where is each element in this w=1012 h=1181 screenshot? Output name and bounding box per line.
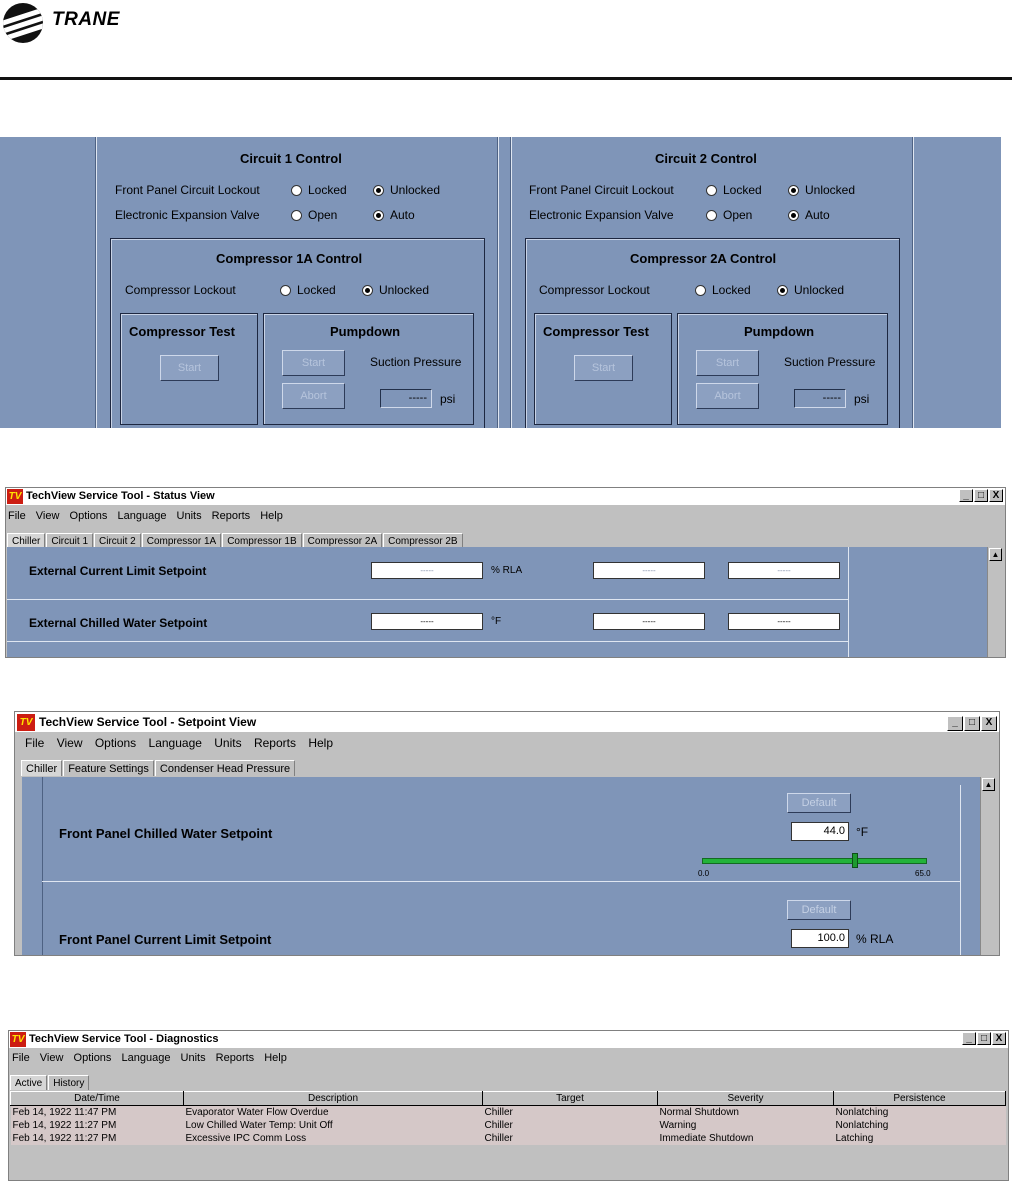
header-divider — [0, 77, 1012, 80]
setpoint-view-window — [14, 711, 1000, 956]
suction-pressure-label: Suction Pressure — [370, 355, 462, 369]
title-bar — [6, 488, 1005, 505]
psi-unit: psi — [440, 392, 456, 406]
pumpdown-1a-start-button[interactable]: Start — [282, 350, 345, 376]
menu-options[interactable]: Options — [94, 736, 137, 750]
setpoint-content-area — [22, 777, 980, 955]
slider-min-label: 0.0 — [698, 869, 710, 878]
minimize-icon[interactable]: _ — [959, 489, 973, 502]
radio-label: Locked — [297, 283, 336, 297]
menu-help[interactable]: Help — [308, 736, 334, 750]
default-button-current-limit[interactable]: Default — [787, 900, 851, 920]
radio-label: Auto — [805, 208, 830, 222]
menu-language[interactable]: Language — [117, 510, 167, 522]
compressor-test-title: Compressor Test — [129, 324, 235, 339]
status-content-area — [7, 547, 987, 657]
cell-description: Evaporator Water Flow Overdue — [184, 1106, 483, 1120]
table-header-row — [11, 1092, 1006, 1106]
current-limit-setpoint-input[interactable]: 100.0 — [791, 929, 849, 948]
table-row[interactable] — [11, 1119, 1006, 1132]
minimize-icon[interactable]: _ — [947, 716, 963, 731]
radio-label: Locked — [308, 183, 347, 197]
diagnostics-window — [8, 1030, 1009, 1181]
circuit-2-eev-auto-radio[interactable] — [788, 210, 799, 221]
current-limit-setpoint-label: Front Panel Current Limit Setpoint — [59, 932, 272, 947]
minimize-icon[interactable]: _ — [962, 1032, 976, 1045]
menu-reports[interactable]: Reports — [211, 510, 251, 522]
circuit-1-eev-open-radio[interactable] — [291, 210, 302, 221]
circuit-1-unlocked-radio[interactable] — [373, 185, 384, 196]
cell-datetime: Feb 14, 1922 11:27 PM — [11, 1132, 184, 1145]
cell-datetime: Feb 14, 1922 11:27 PM — [11, 1119, 184, 1132]
tab-compressor-2b[interactable]: Compressor 2B — [383, 533, 462, 548]
vertical-scrollbar[interactable] — [980, 777, 996, 955]
pumpdown-2a-abort-button[interactable]: Abort — [696, 383, 759, 409]
maximize-icon[interactable]: □ — [964, 716, 980, 731]
close-icon[interactable]: X — [992, 1032, 1006, 1045]
circuit-2-eev-label: Electronic Expansion Valve — [529, 208, 674, 222]
menu-language[interactable]: Language — [121, 1052, 171, 1064]
circuit-2-unlocked-radio[interactable] — [788, 185, 799, 196]
tab-strip — [10, 1072, 1008, 1089]
compressor-2a-locked-radio[interactable] — [695, 285, 706, 296]
menu-bar — [8, 510, 1005, 522]
circuit-1-locked-radio[interactable] — [291, 185, 302, 196]
menu-view[interactable]: View — [35, 510, 60, 522]
menu-language[interactable]: Language — [148, 736, 202, 750]
psi-unit: psi — [854, 392, 870, 406]
suction-pressure-1a-field: ----- — [380, 389, 432, 408]
table-row[interactable] — [11, 1106, 1006, 1120]
menu-options[interactable]: Options — [73, 1052, 112, 1064]
column-header-persistence[interactable]: Persistence — [834, 1092, 1006, 1106]
cell-description: Low Chilled Water Temp: Unit Off — [184, 1119, 483, 1132]
column-header-target[interactable]: Target — [483, 1092, 658, 1106]
radio-label: Unlocked — [805, 183, 856, 197]
window-title: TechView Service Tool - Status View — [26, 490, 215, 502]
ext-current-limit-field-3: ----- — [728, 562, 840, 579]
column-header-datetime[interactable]: Date/Time — [11, 1092, 184, 1106]
pumpdown-title: Pumpdown — [744, 324, 815, 339]
menu-file[interactable]: File — [8, 510, 26, 522]
column-header-description[interactable]: Description — [184, 1092, 483, 1106]
pumpdown-2a-start-button[interactable]: Start — [696, 350, 759, 376]
ext-chilled-water-field-2: ----- — [593, 613, 705, 630]
tab-strip — [7, 530, 1005, 547]
ext-current-limit-field-2: ----- — [593, 562, 705, 579]
cell-target: Chiller — [483, 1132, 658, 1145]
compressor-2a-title: Compressor 2A Control — [630, 251, 777, 266]
tab-condenser-head-pressure[interactable]: Condenser Head Pressure — [155, 760, 295, 776]
unit-label: °F — [491, 616, 502, 627]
compressor-2a-lockout-label: Compressor Lockout — [539, 283, 650, 297]
scroll-up-icon[interactable]: ▲ — [982, 778, 995, 791]
cell-target: Chiller — [483, 1119, 658, 1132]
circuit-1-lockout-label: Front Panel Circuit Lockout — [115, 183, 260, 197]
circuit-2-eev-open-radio[interactable] — [706, 210, 717, 221]
close-icon[interactable]: X — [981, 716, 997, 731]
maximize-icon[interactable]: □ — [974, 489, 988, 502]
cell-severity: Warning — [658, 1119, 834, 1132]
circuit-2-lockout-label: Front Panel Circuit Lockout — [529, 183, 674, 197]
menu-options[interactable]: Options — [69, 510, 108, 522]
tab-compressor-2a[interactable]: Compressor 2A — [303, 533, 382, 548]
ext-current-limit-label: External Current Limit Setpoint — [29, 564, 207, 578]
menu-file[interactable]: File — [25, 736, 45, 750]
radio-label: Unlocked — [390, 183, 441, 197]
status-view-window — [5, 487, 1006, 658]
circuit-2-title: Circuit 2 Control — [655, 151, 757, 166]
menu-help[interactable]: Help — [264, 1052, 287, 1064]
compressor-1a-title: Compressor 1A Control — [216, 251, 363, 266]
tab-chiller[interactable]: Chiller — [7, 533, 45, 548]
maximize-icon[interactable]: □ — [977, 1032, 991, 1045]
menu-help[interactable]: Help — [260, 510, 283, 522]
cell-persistence: Nonlatching — [834, 1106, 1006, 1120]
menu-bar — [12, 1052, 1008, 1064]
ext-chilled-water-field-1: ----- — [371, 613, 483, 630]
default-button-chilled-water[interactable]: Default — [787, 793, 851, 813]
techview-app-icon: TV — [11, 1034, 25, 1045]
diagnostics-table — [10, 1091, 1006, 1145]
suction-pressure-label: Suction Pressure — [784, 355, 876, 369]
radio-label: Unlocked — [794, 283, 845, 297]
cell-description: Excessive IPC Comm Loss — [184, 1132, 483, 1145]
menu-units[interactable]: Units — [176, 510, 202, 522]
tab-strip — [21, 758, 999, 775]
menu-file[interactable]: File — [12, 1052, 30, 1064]
vertical-scrollbar[interactable] — [987, 547, 1003, 657]
compressor-1a-locked-radio[interactable] — [280, 285, 291, 296]
cell-persistence: Nonlatching — [834, 1119, 1006, 1132]
pumpdown-title: Pumpdown — [330, 324, 401, 339]
tab-compressor-1b[interactable]: Compressor 1B — [222, 533, 301, 548]
circuit-1-eev-label: Electronic Expansion Valve — [115, 208, 260, 222]
cell-persistence: Latching — [834, 1132, 1006, 1145]
techview-app-icon: TV — [8, 491, 22, 502]
menu-bar — [25, 736, 999, 750]
circuit-1-eev-auto-radio[interactable] — [373, 210, 384, 221]
tab-chiller[interactable]: Chiller — [21, 760, 62, 776]
menu-units[interactable]: Units — [180, 1052, 206, 1064]
radio-label: Open — [723, 208, 753, 222]
menu-reports[interactable]: Reports — [215, 1052, 255, 1064]
window-title: TechView Service Tool - Diagnostics — [29, 1033, 219, 1045]
tab-circuit-2[interactable]: Circuit 2 — [94, 533, 141, 548]
cell-datetime: Feb 14, 1922 11:47 PM — [11, 1106, 184, 1120]
unit-label: °F — [856, 825, 869, 839]
chilled-water-slider-thumb[interactable] — [852, 853, 858, 868]
chilled-water-slider-track[interactable] — [702, 858, 927, 864]
compressor-2a-unlocked-radio[interactable] — [777, 285, 788, 296]
cell-target: Chiller — [483, 1106, 658, 1120]
unit-label: % RLA — [856, 932, 894, 946]
radio-label: Locked — [712, 283, 751, 297]
compressor-1a-test-start-button[interactable]: Start — [160, 355, 219, 381]
cell-severity: Normal Shutdown — [658, 1106, 834, 1120]
circuit-control-panel — [0, 137, 1001, 428]
trane-logo-icon — [3, 3, 43, 43]
compressor-1a-lockout-label: Compressor Lockout — [125, 283, 236, 297]
tab-history[interactable]: History — [48, 1075, 89, 1090]
title-bar — [15, 712, 999, 732]
radio-label: Auto — [390, 208, 415, 222]
pumpdown-1a-abort-button[interactable]: Abort — [282, 383, 345, 409]
radio-label: Open — [308, 208, 338, 222]
table-row[interactable] — [11, 1132, 1006, 1145]
scroll-up-icon[interactable]: ▲ — [989, 548, 1002, 561]
tab-compressor-1a[interactable]: Compressor 1A — [142, 533, 221, 548]
radio-label: Locked — [723, 183, 762, 197]
menu-reports[interactable]: Reports — [253, 736, 296, 750]
window-title: TechView Service Tool - Setpoint View — [39, 715, 257, 729]
ext-current-limit-field-1: ----- — [371, 562, 483, 579]
title-bar — [9, 1031, 1008, 1048]
compressor-test-title: Compressor Test — [543, 324, 649, 339]
ext-chilled-water-label: External Chilled Water Setpoint — [29, 616, 208, 630]
compressor-1a-unlocked-radio[interactable] — [362, 285, 373, 296]
cell-severity: Immediate Shutdown — [658, 1132, 834, 1145]
chilled-water-setpoint-input[interactable]: 44.0 — [791, 822, 849, 841]
close-icon[interactable]: X — [989, 489, 1003, 502]
unit-label: % RLA — [491, 565, 523, 576]
tab-active[interactable]: Active — [10, 1075, 47, 1090]
ext-chilled-water-field-3: ----- — [728, 613, 840, 630]
menu-view[interactable]: View — [39, 1052, 64, 1064]
slider-max-label: 65.0 — [915, 869, 931, 878]
tab-circuit-1[interactable]: Circuit 1 — [46, 533, 93, 548]
circuit-2-locked-radio[interactable] — [706, 185, 717, 196]
column-header-severity[interactable]: Severity — [658, 1092, 834, 1106]
suction-pressure-2a-field: ----- — [794, 389, 846, 408]
compressor-2a-test-start-button[interactable]: Start — [574, 355, 633, 381]
menu-view[interactable]: View — [56, 736, 83, 750]
techview-app-icon: TV — [17, 714, 35, 731]
radio-label: Unlocked — [379, 283, 430, 297]
chilled-water-setpoint-label: Front Panel Chilled Water Setpoint — [59, 826, 273, 841]
brand-name: TRANE — [52, 9, 120, 30]
circuit-1-title: Circuit 1 Control — [240, 151, 342, 166]
menu-units[interactable]: Units — [214, 736, 242, 750]
tab-feature-settings[interactable]: Feature Settings — [63, 760, 154, 776]
